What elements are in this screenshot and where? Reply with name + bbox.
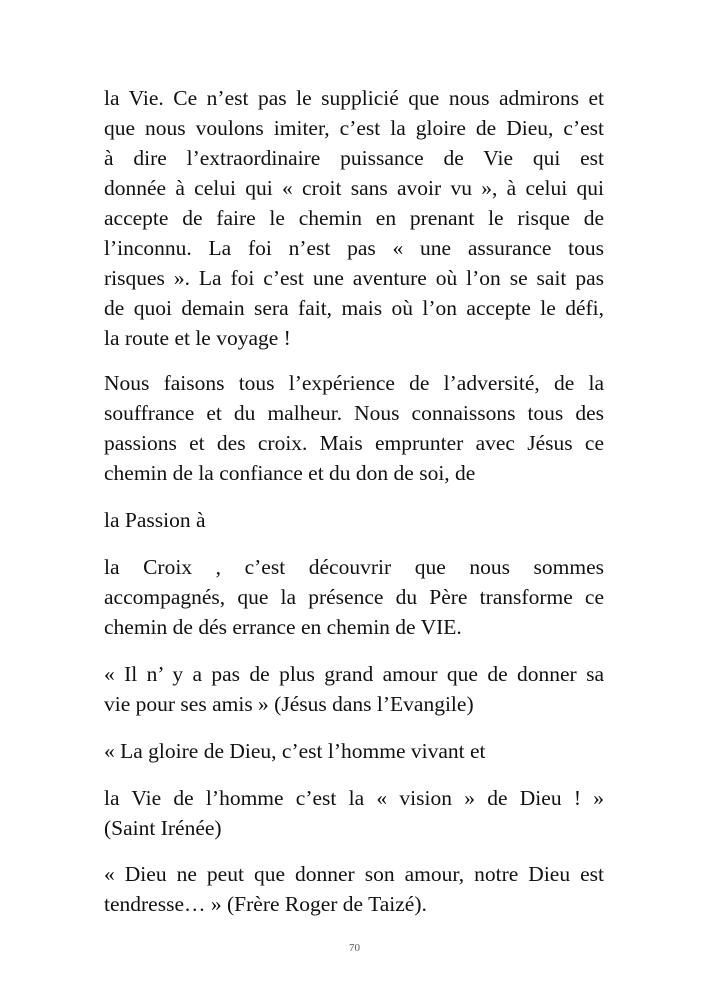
- text-line: donnée à celui qui « croit sans avoir vu », à celui qui: [104, 176, 604, 200]
- page-number: 70: [349, 942, 360, 954]
- text-line: risques ». La foi c’est une aventure où l’on se sait pas: [104, 266, 604, 290]
- paragraph-4: [104, 552, 604, 642]
- text-line: vie pour ses amis » (Jésus dans l’Evangile): [104, 692, 474, 716]
- text-line: (Saint Irénée): [104, 816, 222, 840]
- text-line: chemin de dés errance en chemin de VIE.: [104, 615, 462, 639]
- paragraph-6: [104, 736, 604, 766]
- text-line: la Vie de l’homme c’est la « vision » de Dieu ! »: [104, 786, 604, 810]
- paragraph-1: [104, 83, 604, 353]
- text-line: la route et le voyage !: [104, 326, 291, 350]
- paragraph-7: [104, 783, 604, 843]
- text-line: à dire l’extraordinaire puissance de Vie qui est: [104, 146, 604, 170]
- text-line: chemin de la confiance et du don de soi, de: [104, 461, 476, 485]
- text-line: la Passion à: [104, 508, 206, 532]
- text-line: la Croix , c’est découvrir que nous sommes: [104, 555, 604, 579]
- paragraph-5: [104, 659, 604, 719]
- text-line: de quoi demain sera fait, mais où l’on accepte le défi,: [104, 296, 604, 320]
- paragraph-8: [104, 859, 604, 919]
- text-line: souffrance et du malheur. Nous connaissons tous des: [104, 401, 604, 425]
- text-line: l’inconnu. La foi n’est pas « une assurance tous: [104, 236, 604, 260]
- text-line: la Vie. Ce n’est pas le supplicié que nous admirons et: [104, 86, 604, 110]
- paragraph-3: [104, 505, 604, 535]
- text-line: tendresse… » (Frère Roger de Taizé).: [104, 892, 427, 916]
- text-line: Nous faisons tous l’expérience de l’adversité, de la: [104, 371, 604, 395]
- text-line: accepte de faire le chemin en prenant le risque de: [104, 206, 604, 230]
- text-line: passions et des croix. Mais emprunter avec Jésus ce: [104, 431, 604, 455]
- text-line: « Il n’ y a pas de plus grand amour que de donner sa: [104, 662, 604, 686]
- text-line: que nous voulons imiter, c’est la gloire de Dieu, c’est: [104, 116, 604, 140]
- text-line: accompagnés, que la présence du Père transforme ce: [104, 585, 604, 609]
- text-line: « La gloire de Dieu, c’est l’homme vivant et: [104, 739, 486, 763]
- text-line: « Dieu ne peut que donner son amour, notre Dieu est: [104, 862, 604, 886]
- paragraph-2: [104, 368, 604, 488]
